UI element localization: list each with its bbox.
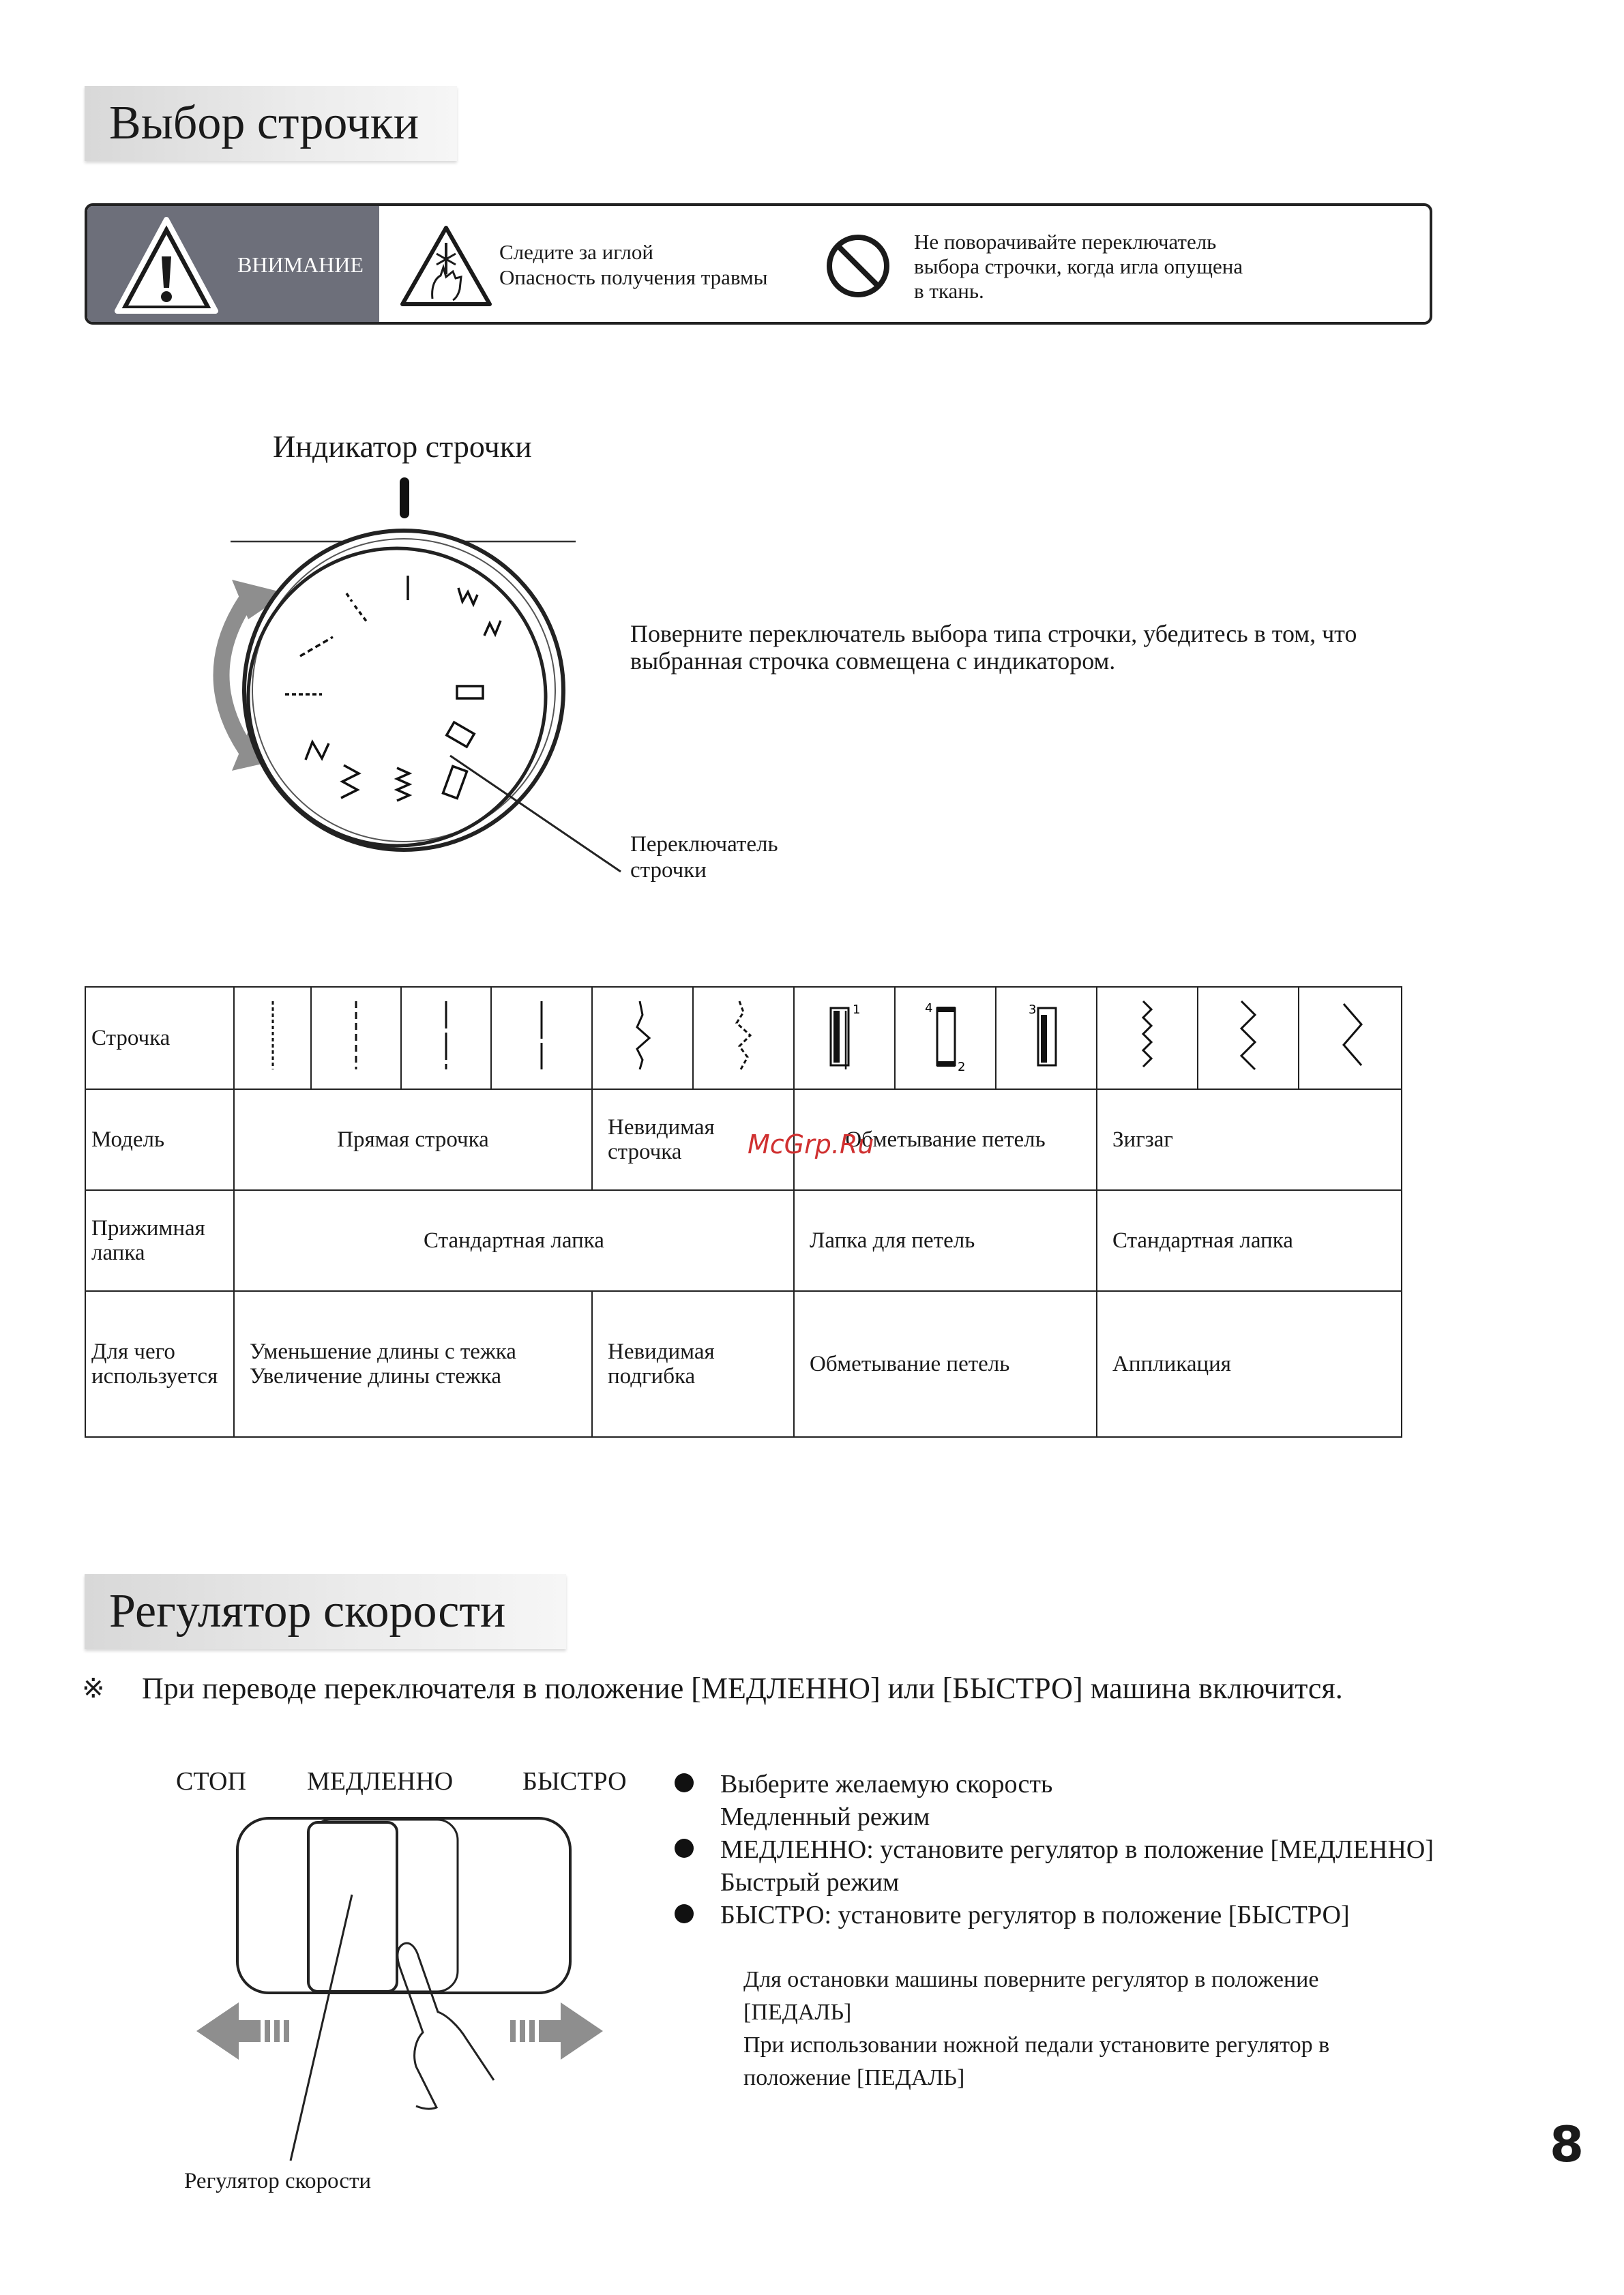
- zigzag-wide-stitch-icon: [1330, 994, 1371, 1076]
- zigzag-narrow-stitch-icon: [1127, 994, 1168, 1076]
- use-straight: [234, 1291, 592, 1437]
- stitch-cell: [234, 987, 311, 1089]
- indicator-mark-icon: [400, 477, 409, 518]
- buttonhole-number-3: 3: [1029, 1002, 1037, 1017]
- dial-instruction-line2: выбранная строчка совмещена с индикатором.: [630, 647, 1116, 675]
- row-label-use-line1: Для чего: [91, 1339, 175, 1364]
- section-title-speed-regulator: [85, 1574, 566, 1649]
- bullet2-sub: Быстрый режим: [720, 1868, 900, 1897]
- row-label-foot: [85, 1190, 234, 1291]
- blind-hem-stitch-icon: [622, 994, 663, 1076]
- straight-medium-stitch-icon: [336, 994, 377, 1076]
- stitch-cell: [1097, 987, 1198, 1089]
- straight-long-stitch-icon: [426, 994, 467, 1076]
- stitch-cell: [592, 987, 693, 1089]
- foot-standard-1: Стандартная лапка: [234, 1190, 794, 1291]
- zigzag-medium-stitch-icon: [1228, 994, 1269, 1076]
- label-slow: МЕДЛЕННО: [307, 1767, 454, 1796]
- stitch-cell: [1299, 987, 1402, 1089]
- stitch-cell: [1198, 987, 1299, 1089]
- warning-item2-line3: в ткань.: [914, 279, 984, 303]
- use-buttonhole: Обметывание петель: [794, 1291, 1097, 1437]
- watermark: McGrp.Ru: [748, 1129, 874, 1159]
- bullet1-text: Выберите желаемую скорость: [720, 1770, 1053, 1798]
- model-straight: Прямая строчка: [234, 1089, 592, 1190]
- buttonhole-number-2: 2: [958, 1059, 966, 1074]
- stitch-cell: [491, 987, 592, 1089]
- bullet1-sub: Медленный режим: [720, 1803, 930, 1831]
- model-blind-line2: строчка: [608, 1140, 682, 1164]
- warning-triangle-icon: [112, 214, 221, 316]
- warning-item2-line2: выбора строчки, когда игла опущена: [914, 254, 1243, 278]
- note-mark: ※: [82, 1673, 105, 1704]
- speed-regulator-illustration: [191, 1807, 614, 2189]
- regulator-label: Регулятор скорости: [184, 2169, 372, 2193]
- use-blind-line1: Невидимая: [608, 1339, 715, 1364]
- table-row-model: [85, 1089, 1402, 1190]
- use-straight-line2: Увеличение длины стежка: [250, 1364, 501, 1389]
- buttonhole-step1-icon: [817, 994, 872, 1076]
- stitch-cell: [895, 987, 996, 1089]
- warning-box: [85, 203, 1432, 325]
- page-number: 8: [1550, 2116, 1584, 2173]
- stop-note-line2: [ПЕДАЛЬ]: [743, 2000, 852, 2025]
- stitch-cell: [794, 987, 895, 1089]
- row-label-model: Модель: [85, 1089, 234, 1190]
- stitch-dial-illustration: [191, 477, 628, 887]
- stitch-cell: [693, 987, 794, 1089]
- warning-item1-line2: Опасность получения травмы: [499, 265, 768, 289]
- buttonhole-number-1: 1: [853, 1002, 861, 1017]
- section-title-stitch-selection: [85, 86, 457, 161]
- buttonhole-step3-icon: [1019, 994, 1074, 1076]
- row-label-stitch: Строчка: [85, 987, 234, 1089]
- stop-note-line3: При использовании ножной педали установите регулятор в: [743, 2032, 1330, 2058]
- indicator-label: Индикатор строчки: [273, 429, 532, 464]
- warning-item2-line1: Не поворачивайте переключатель: [914, 230, 1217, 254]
- use-zigzag: Аппликация: [1097, 1291, 1402, 1437]
- arrow-left-icon: [196, 2002, 239, 2060]
- foot-standard-2: Стандартная лапка: [1097, 1190, 1402, 1291]
- row-label-use: [85, 1291, 234, 1437]
- warning-item1-line1: Следите за иглой: [499, 240, 653, 264]
- bullet-icon: [675, 1839, 694, 1858]
- bullet3-text: БЫСТРО: установите регулятор в положение [БЫСТРО]: [720, 1901, 1350, 1929]
- bullet-icon: [675, 1773, 694, 1792]
- stop-note-line1: Для остановки машины поверните регулятор в положение: [743, 1967, 1319, 1992]
- straight-longest-stitch-icon: [521, 994, 562, 1076]
- warning-label: ВНИМАНИЕ: [237, 252, 364, 277]
- row-label-foot-line2: лапка: [91, 1241, 145, 1265]
- table-row-foot: [85, 1190, 1402, 1291]
- stitch-cell: [401, 987, 491, 1089]
- buttonhole-step24-icon: [918, 994, 973, 1076]
- stitch-table: [85, 986, 1402, 1438]
- stitch-cell: [996, 987, 1097, 1089]
- prohibited-icon: [824, 232, 892, 300]
- arrow-right-icon: [561, 2002, 603, 2060]
- use-blind: [592, 1291, 794, 1437]
- dial-instruction-line1: Поверните переключатель выбора типа строчки, убедитесь в том, что: [630, 620, 1357, 647]
- bullet2-text: МЕДЛЕННО: установите регулятор в положение [МЕДЛЕННО]: [720, 1835, 1434, 1864]
- row-label-foot-line1: Прижимная: [91, 1216, 205, 1241]
- stitch-cell: [311, 987, 401, 1089]
- use-blind-line2: подгибка: [608, 1364, 696, 1389]
- switch-label-line1: Переключатель: [630, 832, 778, 857]
- model-blind-line1: Невидимая: [608, 1115, 715, 1140]
- row-label-use-line2: используется: [91, 1364, 218, 1389]
- blind-hem-dashed-stitch-icon: [723, 994, 764, 1076]
- section-title-text: Выбор строчки: [109, 97, 419, 149]
- speed-note: При переводе переключателя в положение [МЕДЛЕННО] или [БЫСТРО] машина включится.: [142, 1672, 1343, 1705]
- use-straight-line1: Уменьшение длины с тежка: [250, 1339, 516, 1364]
- speed-slider-knob: [308, 1822, 397, 1992]
- label-stop: СТОП: [176, 1767, 246, 1796]
- table-row-use: [85, 1291, 1402, 1437]
- table-row-stitch: [85, 987, 1402, 1089]
- foot-buttonhole: Лапка для петель: [794, 1190, 1097, 1291]
- stop-note-line4: положение [ПЕДАЛЬ]: [743, 2065, 965, 2090]
- buttonhole-number-4: 4: [925, 1001, 933, 1016]
- model-buttonhole: Обметывание петель: [794, 1089, 1097, 1190]
- section-title-text: Регулятор скорости: [109, 1585, 506, 1638]
- needle-hazard-icon: [398, 224, 494, 308]
- label-fast: БЫСТРО: [522, 1767, 627, 1796]
- switch-label-line2: строчки: [630, 858, 707, 883]
- model-zigzag: Зигзаг: [1097, 1089, 1402, 1190]
- bullet-icon: [675, 1904, 694, 1923]
- straight-dense-stitch-icon: [252, 994, 293, 1076]
